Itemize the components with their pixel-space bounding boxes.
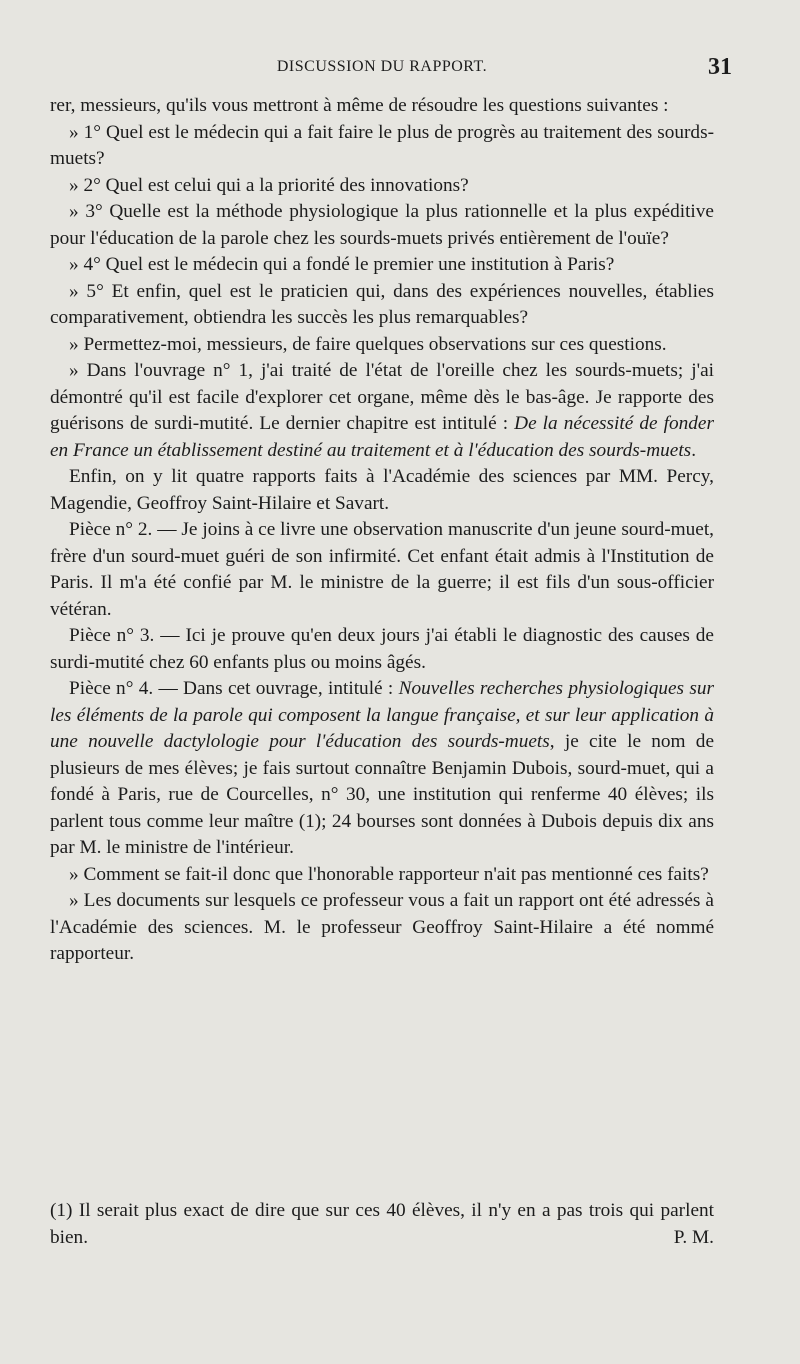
piece-1-text: » Dans l'ouvrage n° 1, j'ai traité de l'état de l'oreille chez les sourds-muets; j'ai démontré qu'il est facile d'explorer cet organe, même dès le bas-âge. Je rapporte des guérisons de surdi-mutité. Le dernier chapitre est intitulé : [50,360,714,434]
running-head: DISCUSSION DU RAPPORT. [276,58,488,75]
piece-4-title: Nouvelles recherches physiologiques sur les éléments de la parole qui composent la langue française, et sur leur application à une nouvelle dactylologie pour l'éducation des sourds-muets [50,678,714,752]
piece-1-title: De la nécessité de fonder en France un établissement destiné au traitement et à l'éducation des sourds-muets [50,413,714,461]
question-1: » 1° Quel est le médecin qui a fait faire le plus de progrès au traitement des sourds-muets? [50,121,714,169]
body-text [50,93,714,968]
page-header [50,54,732,84]
question-3: » 3° Quelle est la méthode physiologique la plus rationnelle et la plus expéditive pour l'éducation de la parole chez les sourds-muets privés entièrement de l'ouïe? [50,201,714,249]
paragraph-documents: » Les documents sur lesquels ce professeur vous a fait un rapport ont été adressés à l'Académie des sciences. M. le professeur Geoffroy Saint-Hilaire a été nommé rapporteur. [50,890,714,964]
piece-4-text-a: , je cite le nom de plusieurs de mes élèves; je fais surtout connaître Benjamin Dubois, sourd-muet, qui a fondé à Paris, rue de Courcelles, n° 30, une institution qui renferme 40 élèves; ils parlent tous comme leur maître [50,731,715,832]
footnote-text: (1) Il serait plus exact de dire que sur ces 40 élèves, il n'y en a pas trois qui parlent bien. [50,1200,714,1248]
paragraph-piece-1-reports: Enfin, on y lit quatre rapports faits à l'Académie des sciences par MM. Percy, Magendie, Geoffroy Saint-Hilaire et Savart. [50,466,714,514]
question-5: » 5° Et enfin, quel est le praticien qui, dans des expériences nouvelles, établies comparativement, obtiendra les succès les plus remarquables? [50,280,714,328]
footnote-reference: (1) [298,810,322,832]
page-number: 31 [708,54,732,80]
piece-4-text: Pièce n° 4. — Dans cet ouvrage, intitulé : [69,678,399,699]
piece-1-end: . [691,439,697,461]
paragraph-piece-3: Pièce n° 3. — Ici je prouve qu'en deux jours j'ai établi le diagnostic des causes de surdi-mutité chez 60 enfants plus ou moins âgés. [50,625,714,673]
question-2: » 2° Quel est celui qui a la priorité des innovations? [69,174,469,196]
footnote [50,1198,714,1251]
paragraph-question-rapporteur: » Comment se fait-il donc que l'honorable rapporteur n'ait pas mentionné ces faits? [69,863,709,885]
paragraph-intro: rer, messieurs, qu'ils vous mettront à même de résoudre les questions suivantes : [50,95,669,116]
paragraph-piece-1 [50,358,714,464]
paragraph-piece-4 [50,676,714,862]
piece-4-text-b: ; 24 bourses sont données à Dubois depuis dix ans par M. le ministre de l'intérieur. [50,810,714,858]
paragraph-piece-2: Pièce n° 2. — Je joins à ce livre une observation manuscrite d'un jeune sourd-muet, frère d'un sourd-muet guéri de son infirmité. Cet enfant était admis à l'Institution de Paris. Il m'a été confié par M. le ministre de la guerre; il est fils d'un sous-officier vétéran. [50,519,714,620]
footnote-paragraph [50,1198,714,1251]
question-4: » 4° Quel est le médecin qui a fondé le premier une institution à Paris? [69,254,615,275]
paragraph-observations: » Permettez-moi, messieurs, de faire quelques observations sur ces questions. [69,333,667,355]
footnote-signature: P. M. [673,1226,714,1248]
